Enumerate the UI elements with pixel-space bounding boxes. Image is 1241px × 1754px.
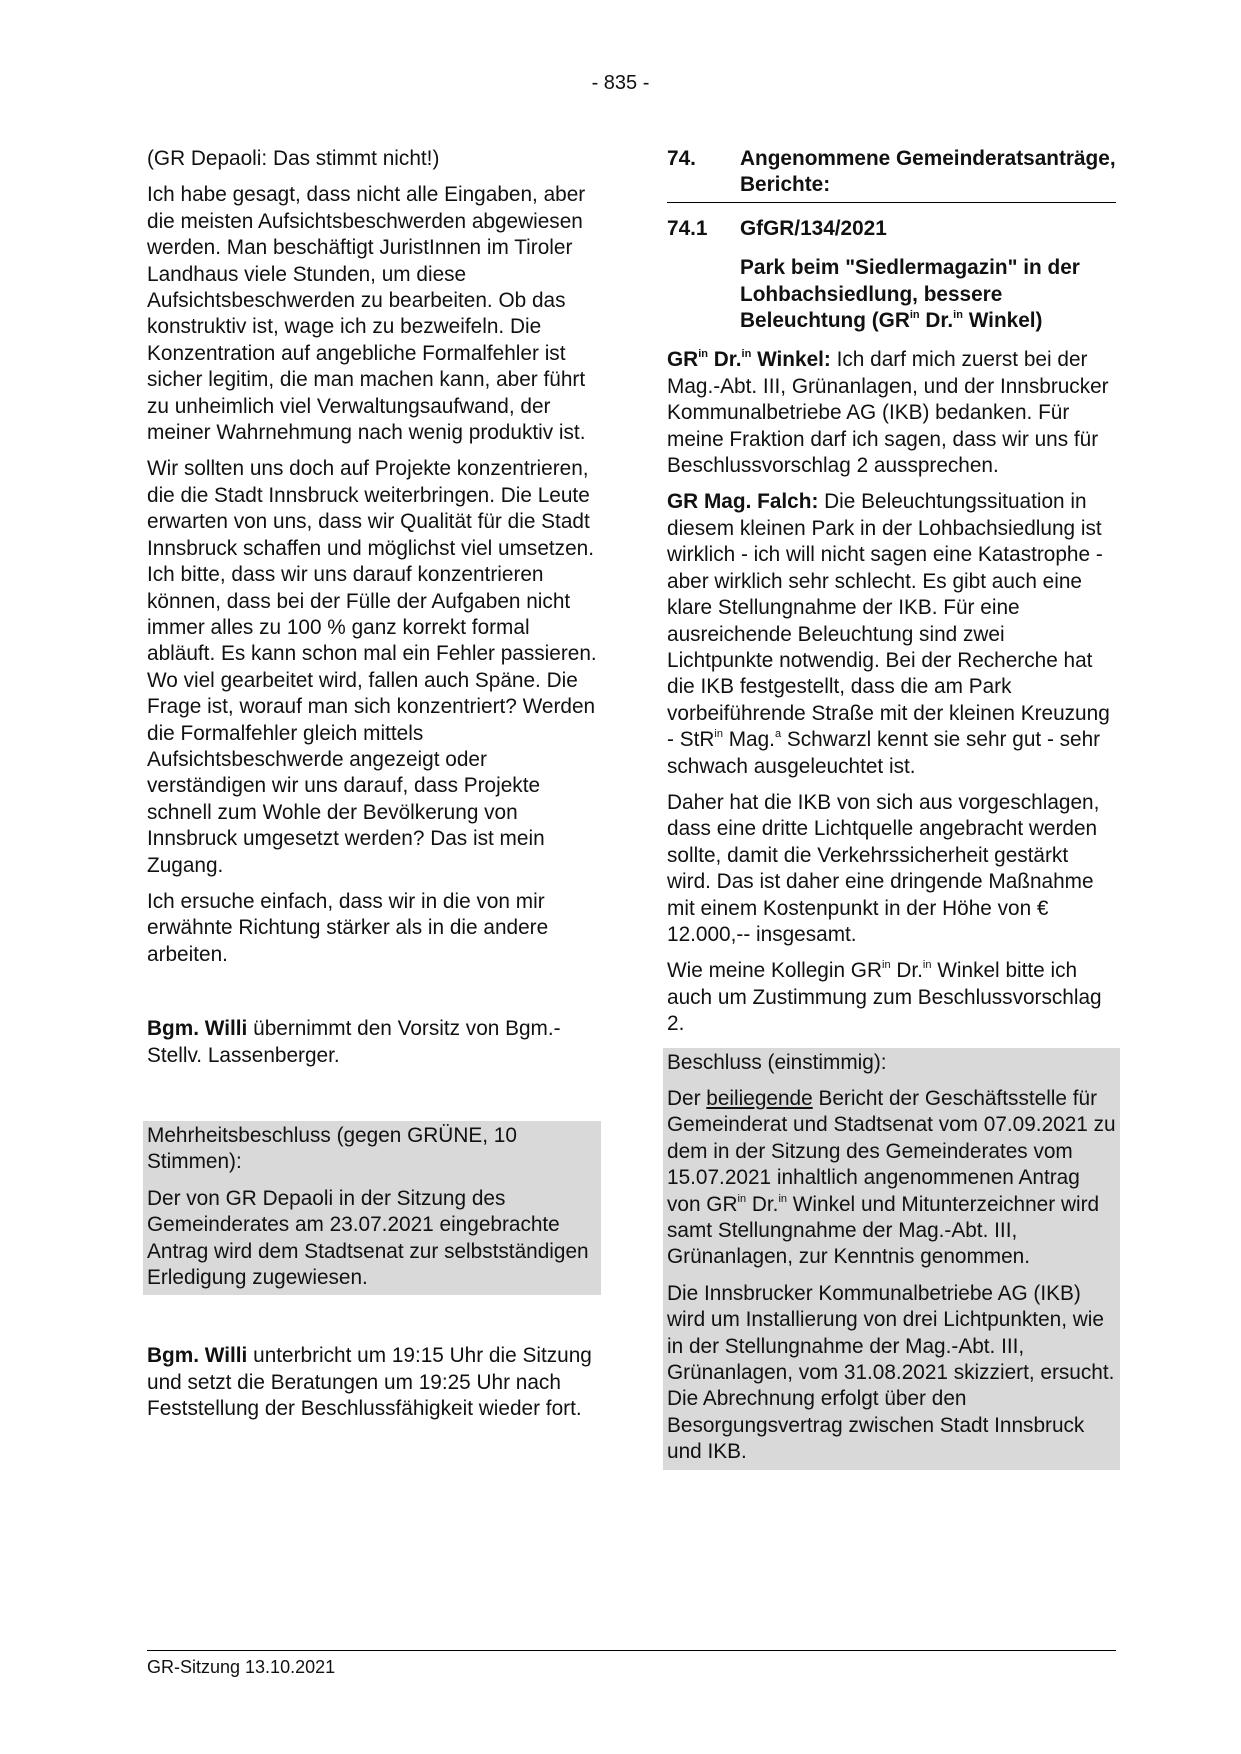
title-abbrev: Dr. bbox=[890, 959, 923, 983]
section-number: 74. bbox=[667, 147, 696, 170]
title-abbrev: Mag. bbox=[722, 728, 775, 752]
speaker-name: GR Mag. Falch: bbox=[667, 490, 819, 514]
superscript: in bbox=[922, 959, 932, 972]
paragraph: Ich ersuche einfach, dass wir in die von mir erwähnte Richtung stärker als in die andere arbeiten. bbox=[147, 889, 549, 966]
item-number: 74.1 bbox=[667, 216, 708, 240]
superscript: in bbox=[714, 728, 723, 741]
section-title: Angenommene Gemeinderatsanträge, Berichte: bbox=[740, 147, 1116, 197]
resolution-box bbox=[663, 1048, 1120, 1470]
paragraph bbox=[667, 958, 1116, 1037]
session-note-text: unterbricht um 19:15 Uhr die Sitzung und setzt die Beratungen um 19:25 Uhr nach Feststellung der Beschlussfähigkeit wieder fort. bbox=[147, 1344, 592, 1421]
speech-text: Schwarzl kennt sie sehr gut - sehr schwach ausgeleuchtet ist. bbox=[667, 728, 1101, 778]
resolution-box bbox=[143, 1121, 601, 1295]
resolution-type: Mehrheitsbeschluss (gegen GRÜNE, 10 Stimmen): bbox=[147, 1124, 517, 1174]
item-title bbox=[740, 255, 1116, 334]
speech-text: Winkel bitte ich auch um Zustimmung zum Beschlussvorschlag 2. bbox=[667, 959, 1102, 1036]
speaker-name: $GR^{in}$ Dr.$^{in}$ Winkel: bbox=[667, 348, 831, 372]
title-abbrev: Dr. bbox=[746, 1192, 779, 1216]
resolution-text: Der von GR Depaoli in der Sitzung des Gemeinderates am 23.07.2021 eingebrachte Antrag wird dem Stadtsenat zur selbstständigen Erledigung zugewiesen. bbox=[147, 1186, 589, 1290]
left-column bbox=[147, 146, 597, 1433]
underlined-word: beiliegende bbox=[706, 1087, 813, 1110]
item-title-text: Park beim "Siedlermagazin" in der Lohbachsiedlung, bessere Beleuchtung (GR bbox=[740, 256, 1080, 333]
section-heading bbox=[667, 146, 1116, 203]
speaker-name: Bgm. Willi bbox=[147, 1344, 248, 1368]
resolution-type: Beschluss (einstimmig): bbox=[667, 1050, 887, 1074]
footer-divider bbox=[147, 1650, 1116, 1651]
item-id: GfGR/134/2021 bbox=[740, 216, 887, 240]
item-title-text: Winkel) bbox=[962, 309, 1043, 333]
resolution-text: Die Innsbrucker Kommunalbetriebe AG (IKB) wird um Installierung von drei Lichtpunkten, wie in der Stellungnahme der Mag.-Abt. III, Grünanlagen, vom 31.08.2021 skizziert, ersucht. Die Abrechnung erfolgt über den Besorgungsvertrag zwischen Stadt Innsbruck und IKB. bbox=[667, 1281, 1115, 1464]
chair-note bbox=[147, 1016, 597, 1069]
superscript: in bbox=[909, 309, 920, 322]
speech-text: Die Beleuchtungssituation in diesem kleinen Park in der Lohbachsiedlung ist wirklich - ich will nicht sagen eine Katastrophe - aber wirklich sehr schlecht. Es gibt auch eine klare Stellungnahme der IKB. Für eine ausreichende Beleuchtung sind zwei Lichtpunkte notwendig. Bei der Recherche hat die IKB festgestellt, dass die am Park vorbeiführende Straße mit der kleinen Kreuzung - StR bbox=[667, 490, 1110, 752]
superscript: in bbox=[882, 959, 891, 972]
speech-text: Wie meine Kollegin GR bbox=[667, 959, 882, 983]
speaker-name: Bgm. Willi bbox=[147, 1017, 248, 1041]
right-column bbox=[667, 146, 1116, 1470]
page-number: - 835 - bbox=[591, 72, 650, 94]
session-note bbox=[147, 1343, 597, 1422]
speech-text: Ich darf mich zuerst bei der Mag.-Abt. III, Grünanlagen, und der Innsbrucker Kommunalbetriebe AG (IKB) bedanken. Für meine Fraktion darf ich sagen, dass wir uns für Beschlussvorschlag 2 aussprechen. bbox=[667, 348, 1109, 478]
chair-note-text: übernimmt den Vorsitz von Bgm.-Stellv. Lassenberger. bbox=[147, 1017, 561, 1067]
superscript: a bbox=[774, 728, 782, 741]
resolution-text: Der beiliegende Bericht der Geschäftsstelle für Gemeinderat und Stadtsenat vom 07.09.2021 zu dem in der Sitzung des Gemeinderates vom 15.07.2021 inhaltlich angenommenen Antrag von $GR^{in}$ Dr.$^{in}$ Winkel und Mitunterzeichner wird samt Stellungnahme der Mag.-Abt. III, Grünanlagen, zur Kenntnis genommen. bbox=[667, 1087, 1116, 1269]
interjection: (GR Depaoli: Das stimmt nicht!) bbox=[147, 147, 440, 170]
paragraph: Ich habe gesagt, dass nicht alle Eingaben, aber die meisten Aufsichtsbeschwerden abgewiesen werden. Man beschäftigt JuristInnen im Tiroler Landhaus viele Stunden, um diese Aufsichtsbeschwerden zu bearbeiten. Ob das konstruktiv ist, wage ich zu bezweifeln. Die Konzentration auf angebliche Formalfehler ist sicher legitim, die man machen kann, aber führt zu unheimlich viel Verwaltungsaufwand, der meiner Wahrnehmung nach wenig produktiv ist. bbox=[147, 183, 586, 445]
superscript: in bbox=[778, 1192, 787, 1205]
superscript: in bbox=[953, 309, 963, 322]
paragraph: Wir sollten uns doch auf Projekte konzentrieren, die die Stadt Innsbruck weiterbringen. Die Leute erwarten von uns, dass wir Qualität für die Stadt Innsbruck schaffen und möglichst viel umsetzen. Ich bitte, dass wir uns darauf konzentrieren können, dass bei der Fülle der Aufgaben nicht immer alles zu 100 % ganz korrekt formal abläuft. Es kann schon mal ein Fehler passieren. Wo viel gearbeitet wird, fallen auch Späne. Die Frage ist, worauf man sich konzentriert? Werden die Formalfehler gleich mittels Aufsichtsbeschwerde angezeigt oder verständigen wir uns darauf, dass Projekte schnell zum Wohle der Bevölkerung von Innsbruck umgesetzt werden? Das ist mein Zugang. bbox=[147, 457, 597, 877]
paragraph: Daher hat die IKB von sich aus vorgeschlagen, dass eine dritte Lichtquelle angebracht werden sollte, damit die Verkehrssicherheit gestärkt wird. Das ist daher eine dringende Maßnahme mit einem Kostenpunkt in der Höhe von € 12.000,-- insgesamt. bbox=[667, 790, 1100, 946]
title-abbrev: Dr. bbox=[919, 309, 954, 333]
speech bbox=[667, 489, 1116, 779]
superscript: in bbox=[737, 1192, 747, 1205]
speech bbox=[667, 347, 1116, 479]
item-heading bbox=[667, 216, 1116, 242]
footer-text: GR-Sitzung 13.10.2021 bbox=[147, 1657, 336, 1677]
